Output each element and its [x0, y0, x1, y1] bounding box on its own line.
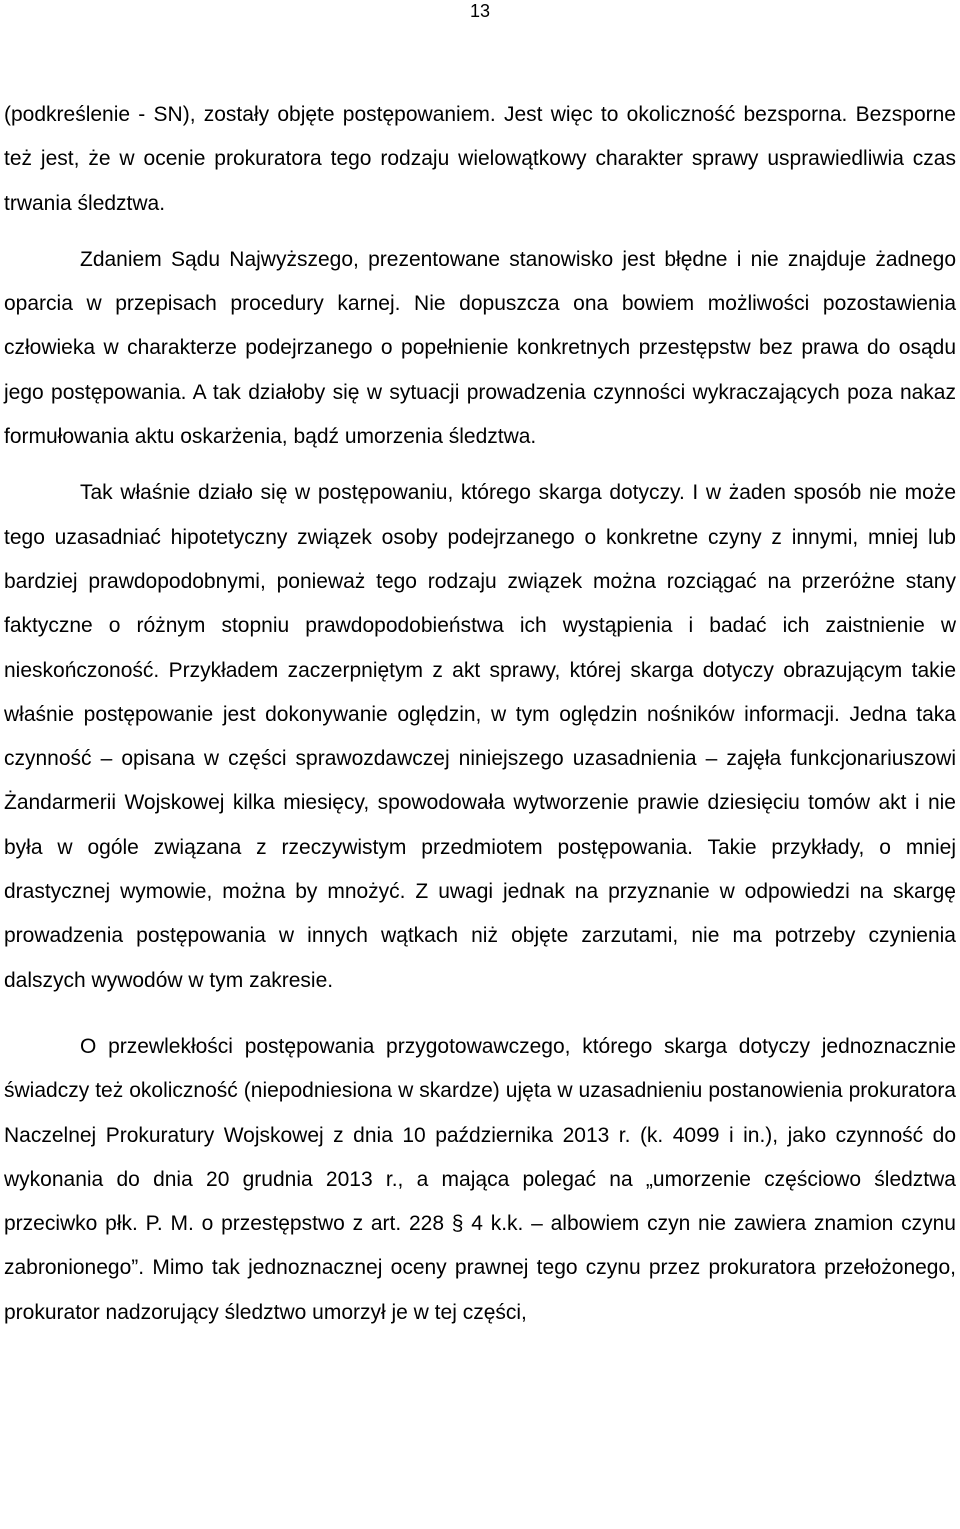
paragraph-4: O przewlekłości postępowania przygotowawczego, którego skarga dotyczy jednoznacznie świadczy też okoliczność (niepodniesiona w skardze) ujęta w uzasadnieniu postanowienia prokuratora Naczelnej Prokuratury Wojskowej z dnia 10 października 2013 r. (k. 4099 i in.), jako czynność do wykonania do dnia 20 grudnia 2013 r., a mająca polegać na „umorzenie częściowo śledztwa przeciwko płk. P. M. o przestępstwo z art. 228 § 4 k.k. – albowiem czyn nie zawiera znamion czynu zabronionego”. Mimo tak jednoznacznej oceny prawnej tego czynu przez prokuratora przełożonego, prokurator nadzorujący śledztwo umorzył je w tej części,: [4, 1034, 956, 1324]
paragraph-3: Tak właśnie działo się w postępowaniu, którego skarga dotyczy. I w żaden sposób nie może tego uzasadniać hipotetyczny związek osoby podejrzanego o konkretne czyny z innymi, mniej lub bardziej prawdopodobnymi, ponieważ tego rodzaju związek można rozciągać na przeróżne stany faktyczne o różnym stopniu prawdopodobieństwa ich wystąpienia i badać ich zaistnienie w nieskończoność. Przykładem zaczerpniętym z akt sprawy, której skarga dotyczy obrazującym takie właśnie postępowanie jest dokonywanie oględzin, w tym oględzin nośników informacji. Jedna taka czynność – opisana w części sprawozdawczej niniejszego uzasadnienia – zajęła funkcjonariuszowi Żandarmerii Wojskowej kilka miesięcy, spowodowała wytworzenie prawie dziesięciu tomów akt i nie była w ogóle związana z rzeczywistym przedmiotem postępowania. Takie przykłady, o mniej drastycznej wymowie, można by mnożyć. Z uwagi jednak na przyznanie w odpowiedzi na skargę prowadzenia postępowania w innych wątkach niż objęte zarzutami, nie ma potrzeby czynienia dalszych wywodów w tym zakresie.: [4, 481, 956, 992]
page-number: 13: [469, 1, 491, 21]
paragraph-1: (podkreślenie - SN), zostały objęte postępowaniem. Jest więc to okoliczność bezsporna. Bezsporne też jest, że w ocenie prokuratora tego rodzaju wielowątkowy charakter sprawy usprawiedliwia czas trwania śledztwa.: [4, 103, 956, 215]
paragraph-2: Zdaniem Sądu Najwyższego, prezentowane stanowisko jest błędne i nie znajduje żadnego oparcia w przepisach procedury karnej. Nie dopuszcza ona bowiem możliwości pozostawienia człowieka w charakterze podejrzanego o popełnienie konkretnych przestępstw bez prawa do osądu jego postępowania. A tak działoby się w sytuacji prowadzenia czynności wykraczających poza nakaz formułowania aktu oskarżenia, bądź umorzenia śledztwa.: [4, 247, 956, 449]
document-body: [4, 93, 956, 1335]
